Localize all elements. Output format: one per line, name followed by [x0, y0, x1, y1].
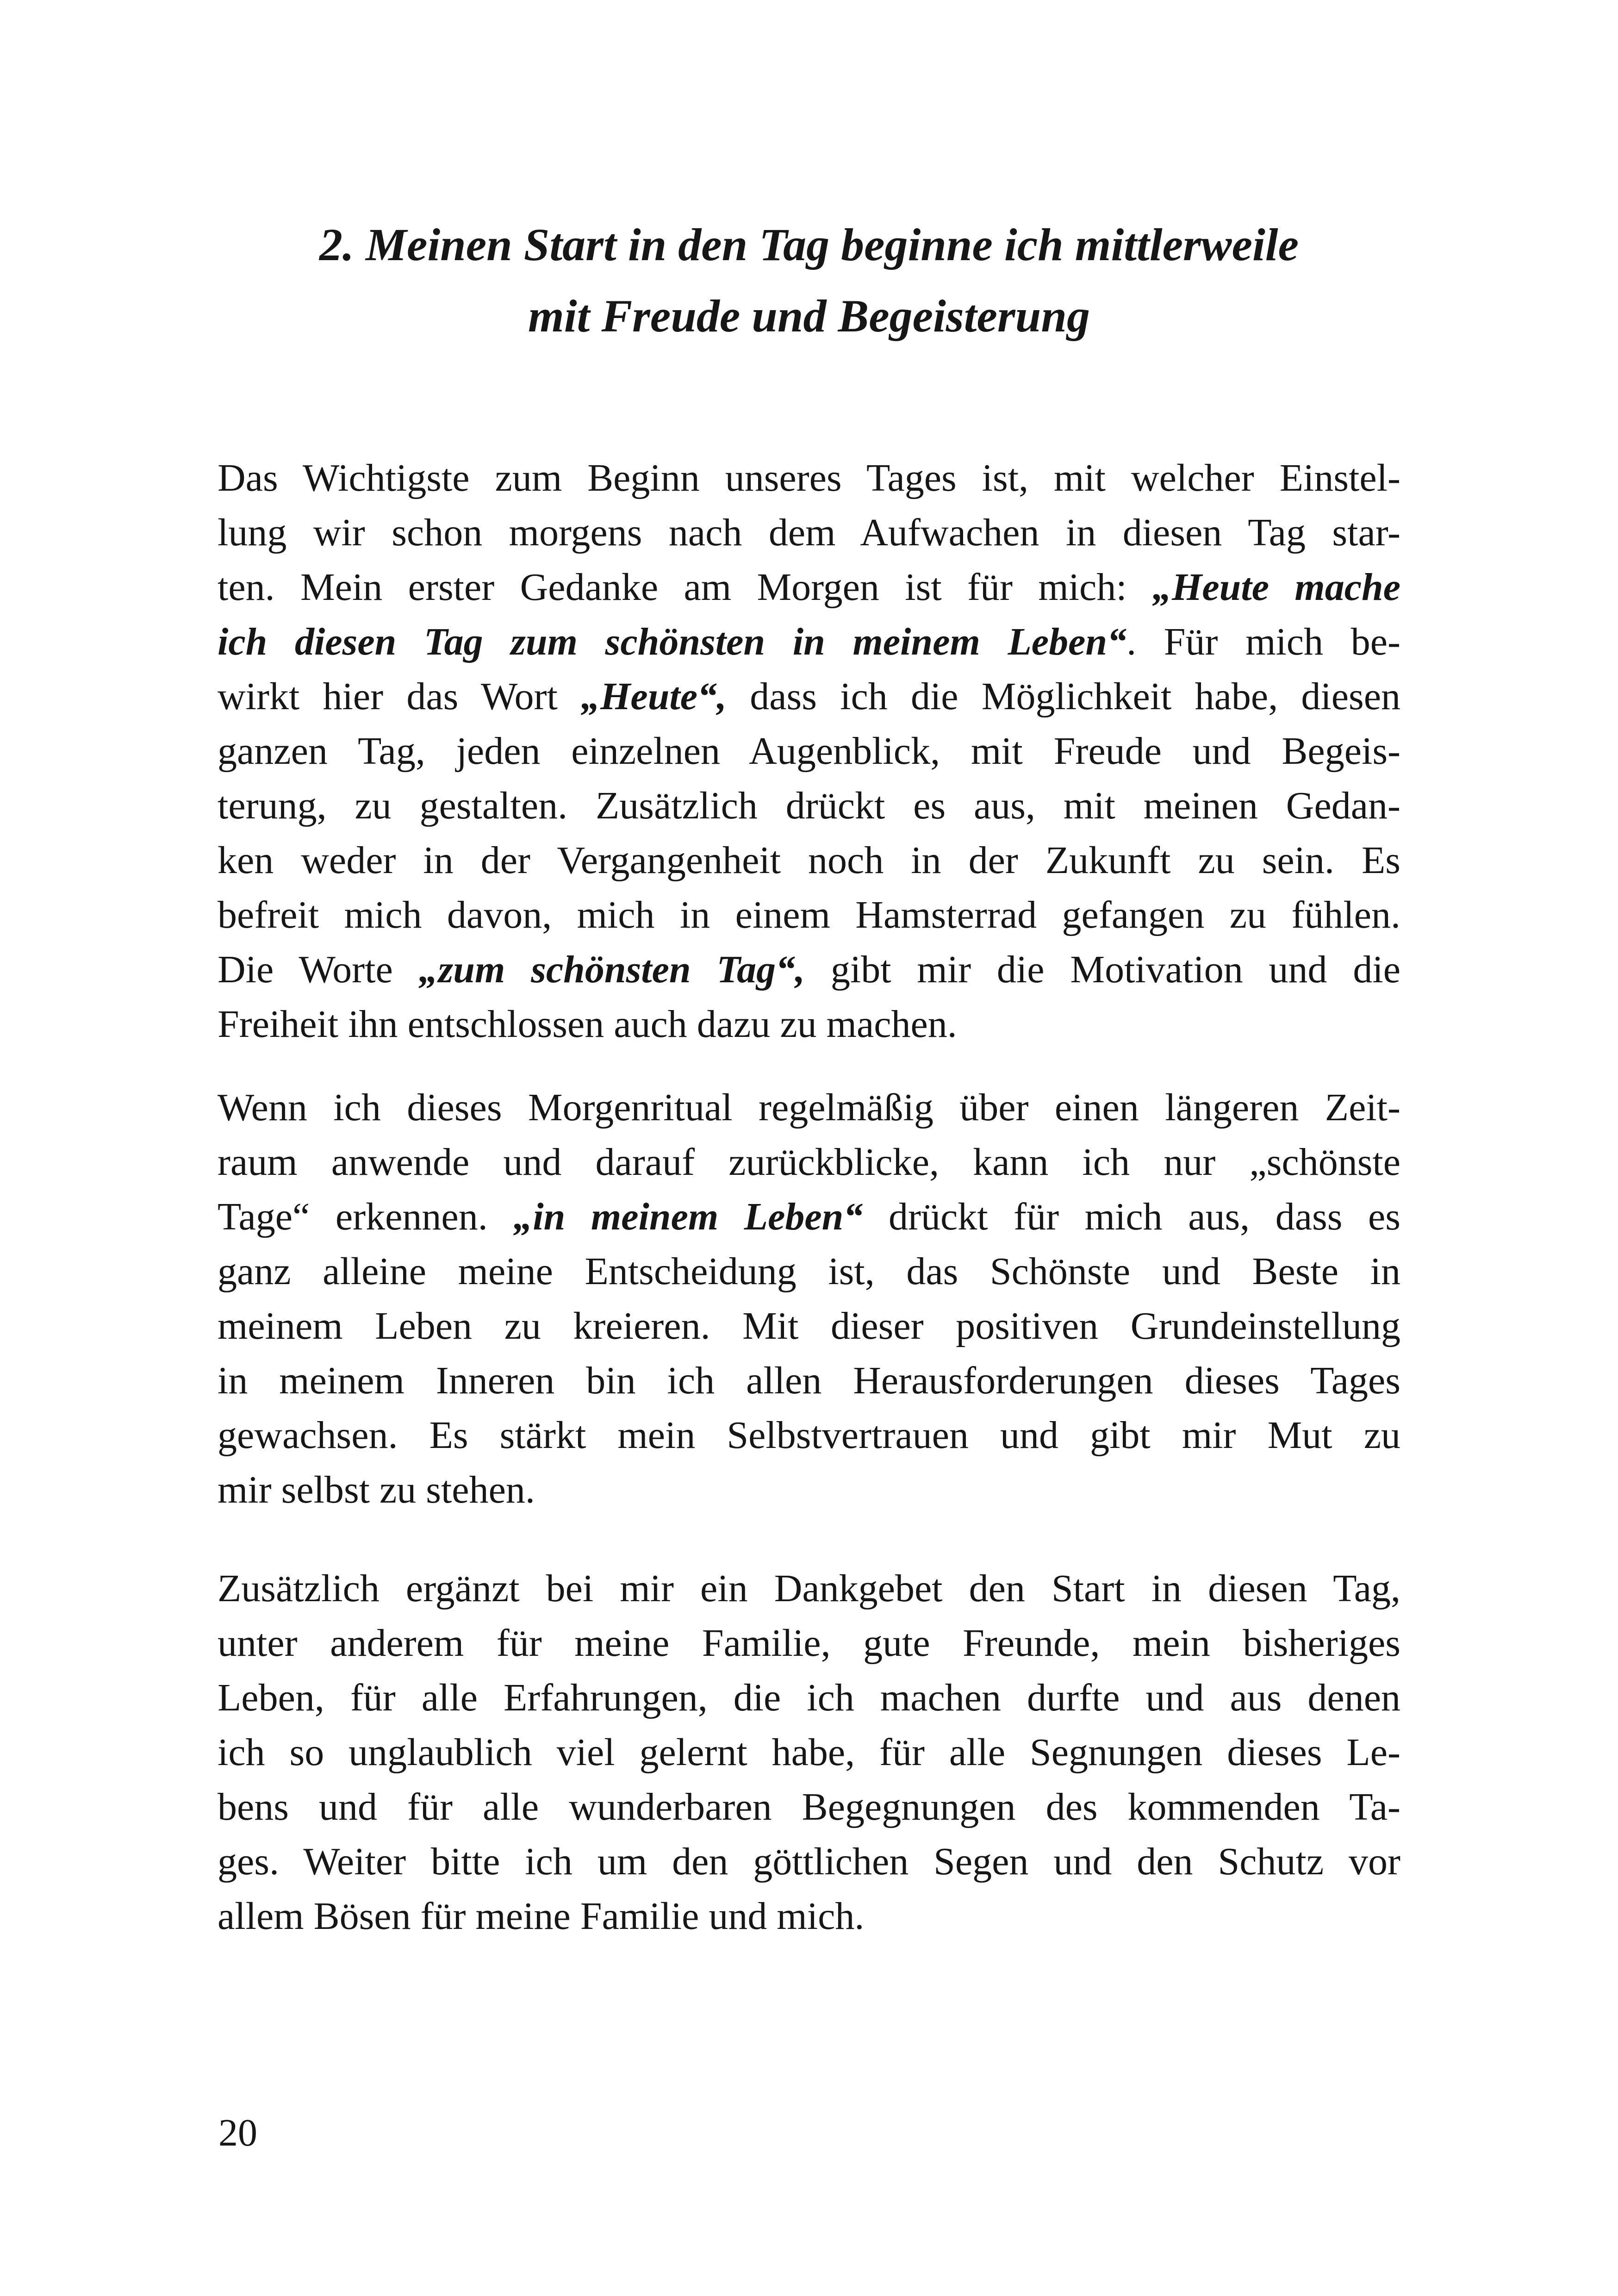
text-line: gewachsen. Es stärkt mein Selbstvertrauen und gibt mir Mut zu	[218, 1414, 1400, 1457]
text-line: Leben, für alle Erfahrungen, die ich machen durfte und aus denen	[218, 1676, 1400, 1719]
chapter-heading	[218, 209, 1400, 352]
text-line: ich diesen Tag zum schönsten in meinem Leben“. Für mich be-	[218, 620, 1400, 663]
chapter-heading-line-1: 2. Meinen Start in den Tag beginne ich mittlerweile	[319, 219, 1299, 270]
page-number: 20	[218, 2111, 257, 2154]
text-line: ich so unglaublich viel gelernt habe, für alle Segnungen dieses Le-	[218, 1731, 1400, 1774]
text-line: ganzen Tag, jeden einzelnen Augenblick, mit Freude und Begeis-	[218, 730, 1400, 773]
text-line: ken weder in der Vergangenheit noch in der Zukunft zu sein. Es	[218, 839, 1400, 882]
text-line: Das Wichtigste zum Beginn unseres Tages ist, mit welcher Einstel-	[218, 456, 1400, 499]
body-paragraph-1	[218, 451, 1400, 1052]
text-line: allem Bösen für meine Familie und mich.	[218, 1895, 865, 1938]
emphasis-quote-heute-mache: „Heute mache	[1152, 566, 1400, 609]
chapter-heading-line-2: mit Freude und Begeisterung	[528, 290, 1090, 342]
text-line: bens und für alle wunderbaren Begegnungen des kommenden Ta-	[218, 1785, 1400, 1828]
text-line: Die Worte „zum schönsten Tag“, gibt mir die Motivation und die	[218, 948, 1401, 991]
text-line: lung wir schon morgens nach dem Aufwachen in diesen Tag star-	[218, 511, 1400, 554]
emphasis-quote-schoensten-leben: ich diesen Tag zum schönsten in meinem Leben“	[218, 620, 1127, 663]
text-line: Zusätzlich ergänzt bei mir ein Dankgebet den Start in diesen Tag,	[218, 1567, 1400, 1610]
emphasis-quote-schoensten-tag: „zum schönsten Tag“,	[418, 948, 805, 991]
text-line: raum anwende und darauf zurückblicke, kann ich nur „schönste	[218, 1141, 1400, 1184]
text-line: terung, zu gestalten. Zusätzlich drückt es aus, mit meinen Gedan-	[218, 784, 1400, 827]
text-line: unter anderem für meine Familie, gute Freunde, mein bisheriges	[218, 1622, 1400, 1665]
emphasis-quote-meinem-leben: „in meinem Leben“	[513, 1195, 863, 1238]
text-line: Freiheit ihn entschlossen auch dazu zu machen.	[218, 1003, 957, 1046]
text-line: ten. Mein erster Gedanke am Morgen ist für mich: „Heute mache	[218, 566, 1400, 609]
text-line: mir selbst zu stehen.	[218, 1468, 535, 1511]
text-line: Tage“ erkennen. „in meinem Leben“ drückt für mich aus, dass es	[218, 1195, 1400, 1238]
text-line: ganz alleine meine Entscheidung ist, das Schönste und Beste in	[218, 1250, 1400, 1293]
text-line: meinem Leben zu kreieren. Mit dieser positiven Grundeinstellung	[218, 1304, 1400, 1348]
text-line: ges. Weiter bitte ich um den göttlichen Segen und den Schutz vor	[218, 1840, 1400, 1883]
text-line: Wenn ich dieses Morgenritual regelmäßig über einen längeren Zeit-	[218, 1086, 1400, 1129]
text-line: in meinem Inneren bin ich allen Herausforderungen dieses Tages	[218, 1359, 1400, 1402]
text-line: wirkt hier das Wort „Heute“, dass ich die Möglichkeit habe, diesen	[218, 675, 1400, 718]
emphasis-quote-heute: „Heute“,	[581, 675, 727, 718]
text-line: befreit mich davon, mich in einem Hamsterrad gefangen zu fühlen.	[218, 893, 1400, 936]
body-paragraph-3	[218, 1561, 1400, 1944]
body-paragraph-2	[218, 1080, 1400, 1517]
